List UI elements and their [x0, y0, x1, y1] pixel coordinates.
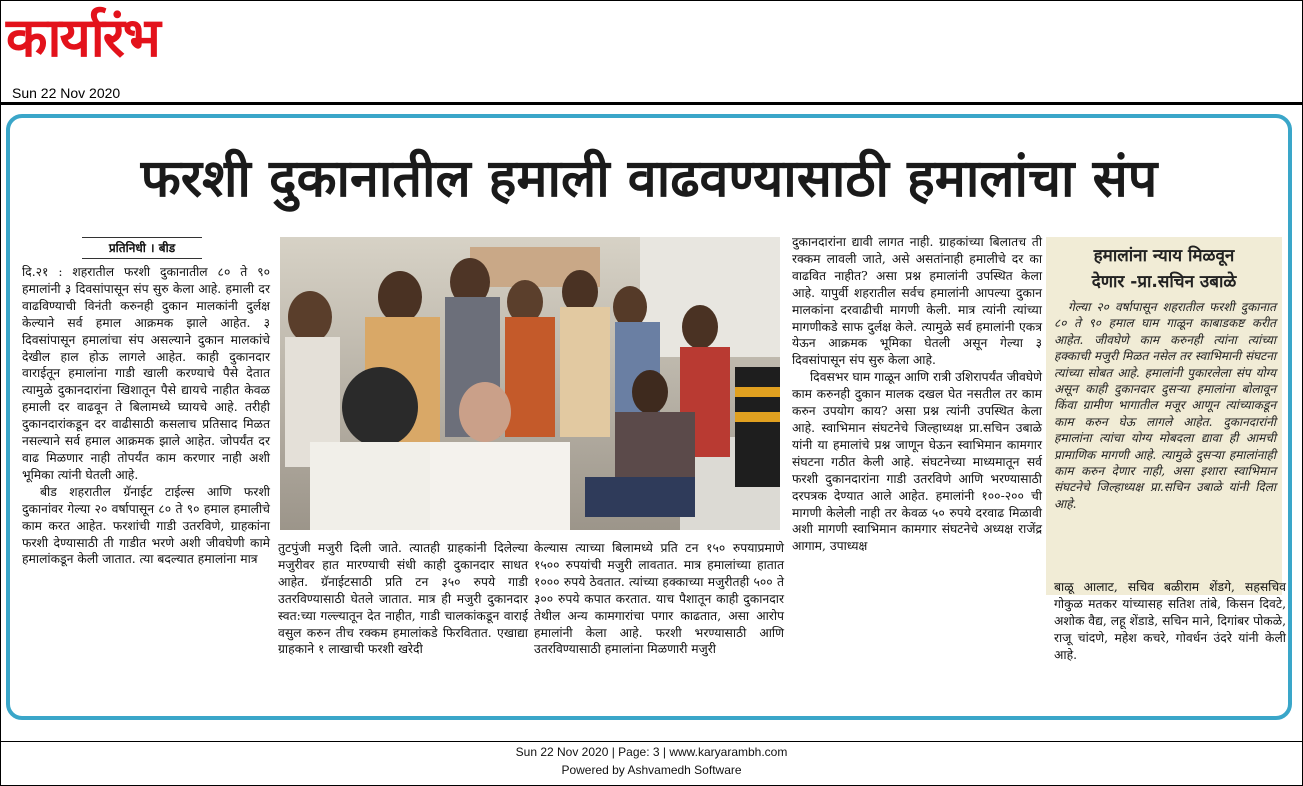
paragraph: बीड शहरातील ग्रॅनाईट टाईल्स आणि फरशी दुकानांवर गेल्या २० वर्षापासून ८० ते ९० हमाल हमालीचे काम करत आहेत. फरशांची गाडी उतरविणे, ग्राहकांना फरशी देण्यासाठी ती गाडीत भरणे अशी जीवघेणी कामे हमालांकडून केली जातात. त्या बदल्यात हमालांना मात्र [22, 484, 270, 567]
footer-credit: Powered by Ashvamedh Software [561, 763, 742, 777]
article-byline: प्रतिनिधी । बीड [82, 237, 202, 259]
footer-divider [0, 741, 1303, 742]
sidebar-title-line-1: हमालांना न्याय मिळवून [1093, 246, 1235, 266]
paragraph: दुकानदारांना द्यावी लागत नाही. ग्राहकांच्या बिलातच ती रक्कम लावली जाते, असे असतांनाही हमालीचे दर का वाढवित नाहीत? असा प्रश्न हमालांनी उपस्थित केला आहे. यापुर्वी शहरातील सर्वच हमालांनी आपल्या दुकान मालकांना दरवाढीची मागणी केली. मात्र त्यांनी त्यांच्या मागणीकडे साफ दुर्लक्ष केले. त्यामुळे सर्व हमालांनी एकत्र येऊन आक्रमक भूमिका घेतली असून गेल्या ३ दिवसांपासून संप सुरु केला आहे. [792, 235, 1042, 368]
article-column-2 [278, 540, 528, 658]
article-headline: फरशी दुकानातील हमाली वाढवण्यासाठी हमालांचा संप [140, 149, 1158, 209]
paragraph: गेल्या २० वर्षापासून शहरातील फरशी दुकानात ८० ते ९० हमाल घाम गाळून काबाडकष्ट करीत आहेत. जीवघेणे काम करुनही त्यांना त्यांच्या हक्काची मजुरी मिळत नसेल तर स्वाभिमानी संघटना त्यांच्या सोबत आहे. हमालांनी पुकारलेला संप योग्य असून काही दुकानदार दुसऱ्या हमालांना बोलावून किंवा ग्रामीण भागातील मजूर आणून त्यांच्याकडून काम करुन घेऊ लागले आहेत. दुकानदारांनी हमालांना त्यांचा योग्य मोबदला द्यावा ही आमची प्रामाणिक मागणी आहे. त्यामुळे दुसऱ्या हमालांनाही काम करुन देणार नाही, असा इशारा स्वाभिमान संघटनेचे जिल्हाध्यक्ष प्रा.सचिन उबाळे यांनी दिला आहे. [1054, 300, 1276, 511]
article-column-5 [1054, 579, 1286, 664]
masthead-divider [0, 102, 1303, 105]
news-clipping [6, 114, 1292, 720]
paragraph: दिवसभर घाम गाळून आणि रात्री उशिरापर्यंत जीवघेणे काम करुनही दुकान मालक दखल घेत नसतील तर काम करुन उपयोग काय? असा प्रश्न त्यांनी उपस्थित केला आहे. स्वाभिमान संघटनेचे जिल्हाध्यक्ष प्रा.सचिन उबाळे यांनी या हमालांचे प्रश्न जाणून घेऊन स्वाभिमान कामगार संघटना गठीत केली आहे. संघटनेच्या माध्यमातून सर्व फरशी दुकानदारांना गाडी उतरविणे आणि भरण्यासाठी दरपत्रक देण्यात आले आहेत. हमालांनी १००-२०० ची मागणी केलेली नाही तर केवळ ५० रुपये दरवाढ मिळावी अशी मागणी स्वाभिमान कामगार संघटनेचे अध्यक्ष राजेंद्र आगाम, उपाध्यक्ष [792, 370, 1042, 554]
news-photo [280, 237, 780, 530]
sidebar-title-line-2: देणार -प्रा.सचिन उबाळे [1091, 272, 1237, 292]
footer-page-info[interactable]: Sun 22 Nov 2020 | Page: 3 | www.karyarambh.com [515, 745, 788, 759]
article-column-3 [534, 540, 784, 658]
sidebar-body [1054, 299, 1276, 512]
news-photo-illustration [280, 237, 780, 530]
sidebar-title [1046, 243, 1282, 295]
paragraph: बाळू आलाट, सचिव बळीराम शेंडगे, सहसचिव गोकुळ मतकर यांच्यासह सतिश तांबे, किसन दिवटे, अशोक वैद्य, लहू शेंडाडे, सचिन माने, दिगांबर पोकळे, राजू चांदणे, महेश कचरे, गोवर्धन उंदरे यांनी केली आहे. [1054, 580, 1286, 662]
paragraph: तुटपुंजी मजुरी दिली जाते. त्यातही ग्राहकांनी दिलेल्या मजुरीवर हात मारण्याची संधी काही दुकानदार साधत आहेत. ग्रॅनाईटसाठी प्रति टन ३५० रुपये गाडी उतरविण्यासाठी घेतले जातात. मात्र ही मजुरी दुकानदार स्वत:च्या गल्ल्यातून देत नाहीत, गाडी चालकांकडून वाराई वसुल करुन तीच रक्कम हमालांकडे फिरवितात. एखाद्या ग्राहकाने १ लाखाची फरशी खरेदी [278, 541, 528, 657]
karyarambh-logo[interactable]: कार्यारंभ [6, 6, 159, 69]
paragraph: दि.२१ : शहरातील फरशी दुकानातील ८० ते ९० हमालांनी ३ दिवसांपासून संप सुरु केला आहे. हमाली दर वाढविण्याची विनंती करुनही दुकान मालकांनी दुर्लक्ष केल्याने सर्व हमाल आक्रमक झाले आहेत. ३ दिवसांपासून हमालांचा संप असल्याने दुकान मालकांचे देखील हाल होऊ लागले आहेत. काही दुकानदार वाराईतून हमालांना गाडी खाली करण्याचे पैसे देतात त्यामुळे दुकानदारांना खिशातून पैसे द्यायचे नाहीत केवळ हमाली दर वाढवून ते बिलामध्ये घ्यायचे आहे. तरीही दुकानदारांकडून दर वाढीसाठी कसलाच प्रतिसाद मिळत नसल्याने सर्व हमाल आक्रमक झाले आहेत. जोपर्यंत दर वाढ मिळणार नाही तोपर्यंत काम करणार नाही अशी भूमिका त्यांनी घेतली आहे. [22, 265, 270, 482]
article-column-1 [22, 264, 270, 568]
paragraph: केल्यास त्याच्या बिलामध्ये प्रति टन १५० रुपयाप्रमाणे १५०० रुपयांची मजुरी लावतात. मात्र हमालांच्या हातात १००० रुपये ठेवतात. त्यांच्या हक्काच्या मजुरीतही ५०० ते ३०० रुपये कपात करतात. याच पैशातून काही दुकानदार तेथील अन्य कामगारांचा पगार काढतात, असा आरोप हमालांनी केला आहे. फरशी भरण्यासाठी आणि उतरविण्यासाठी हमालांना मिळणारी मजुरी [534, 541, 784, 657]
masthead [0, 0, 1303, 104]
article-column-4 [792, 234, 1042, 555]
sidebar-box [1046, 237, 1282, 595]
publication-date: Sun 22 Nov 2020 [12, 85, 121, 101]
